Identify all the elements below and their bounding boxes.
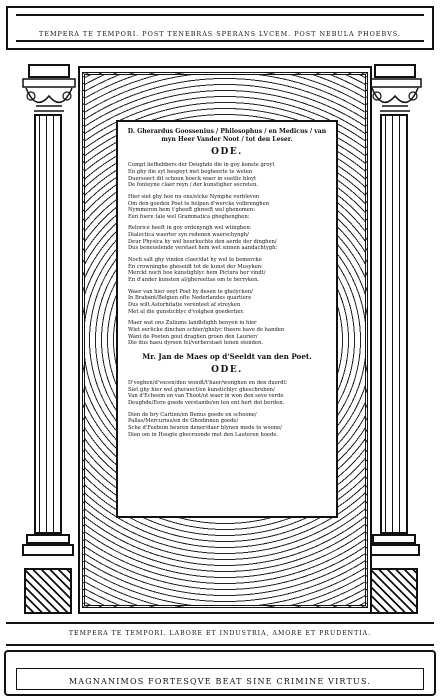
poem-line: Deughde/Eere goede verstande/en ten ent hert dot berden. bbox=[128, 399, 285, 406]
poem-line: Duersoect dit schoon boeck waer in suetlic bloyt bbox=[128, 175, 257, 182]
stanza bbox=[128, 225, 332, 252]
poem-line: Maer wat ons Zuliums landtdighh benyen in hier bbox=[128, 320, 257, 327]
ode-heading-1: ODE. bbox=[211, 147, 243, 158]
poem-line: En ghy die syt bespoyt met begheerte te weten bbox=[128, 168, 253, 175]
stanza bbox=[128, 289, 332, 316]
poem-line: Om den goeden Poet te helpen d'wercke volbrenghen bbox=[128, 200, 270, 207]
left-pedestal bbox=[24, 568, 72, 614]
poem-line: En d'ander kunsten al/ghereeltas om te berryken. bbox=[128, 277, 260, 284]
poem-line: Dus beneuelende verstaet hem wet sinnen aandachtygh: bbox=[128, 245, 278, 252]
poem-line: Wiet eerlicke dinchen schier/ghelyc theere have de handen bbox=[128, 327, 285, 333]
poem-line: Een fuere tale wel Grammatica gheghenghen: bbox=[128, 213, 250, 220]
poem-line: Met al die gunstichlyc d'volghen goedertier. bbox=[128, 308, 244, 315]
poem-line: In Brabant/Belgien ofte Nederlandes quartiere bbox=[128, 295, 252, 302]
poem-line: Deur Physica hy wel beurkuchte den aerde der dinghen/ bbox=[128, 238, 277, 245]
left-capital-ornament bbox=[22, 78, 76, 114]
poem-line: Waer van hier ooyt Poet hy desen te ghelycken/ bbox=[128, 288, 253, 295]
stanza bbox=[128, 412, 332, 439]
poem-line: Van d'Echeem en van Thoot/ut waer in won den seve verde bbox=[128, 393, 284, 400]
stanza bbox=[128, 320, 332, 347]
right-capital-ornament bbox=[368, 78, 422, 114]
left-column bbox=[20, 64, 76, 620]
poem-line: Want de Poeten gout draghen groen den Laurier/ bbox=[128, 333, 258, 340]
bottom-motto-band bbox=[4, 650, 436, 696]
stanza bbox=[128, 257, 332, 284]
poem-line: En crowninghe gheseidt tot de kunst der Musyken: bbox=[128, 263, 263, 270]
ode-2-stanzas bbox=[122, 380, 332, 438]
bottom-motto: MAGNANIMOS FORTESQVE BEAT SINE CRIMINE VIRTUS. bbox=[68, 677, 372, 686]
poem-panel bbox=[116, 120, 338, 518]
right-column bbox=[366, 64, 422, 620]
poem-line: Pallas/Mercurius/en de Ghodinnen goede/ bbox=[128, 418, 239, 425]
poem-line: Merckt noch hoe kunstighlyc hem Pictura her vindt/ bbox=[128, 270, 266, 277]
signature-line: Mr. Jan de Maes op d'Seeldt van den Poet. bbox=[142, 351, 312, 361]
poem-line: Nymmeron hem t'gheeft ghreeft wel ghenomen: bbox=[128, 207, 255, 214]
poem-line: Hier siet ghy hoe nu ons/elcke Nymphe verbleven bbox=[128, 193, 260, 200]
poem-line: Dien om in Hoogte ghecroonde met den Lauteren hoede. bbox=[128, 431, 279, 438]
ode-1-stanzas bbox=[122, 162, 332, 347]
poem-line: Sche d'Feebum heuren dener/daer blynen mede to woone/ bbox=[128, 424, 282, 431]
stanza bbox=[128, 162, 332, 189]
top-motto-band bbox=[6, 6, 434, 50]
poem-line: Dialectica waerter syn redenen waerschyngh/ bbox=[128, 232, 249, 239]
stanza bbox=[128, 194, 332, 221]
right-pedestal bbox=[370, 568, 418, 614]
middle-motto: TEMPERA TE TEMPORI. LABORE ET INDUSTRIA, AMORE ET PRUDENTIA. bbox=[68, 630, 372, 637]
ode-heading-2: ODE. bbox=[211, 364, 243, 375]
poem-line: D'voghen/d'vocen/den wondt/t'haer/wonghen en den duerdt: bbox=[128, 379, 288, 386]
top-motto: TEMPERA TE TEMPORI. POST TENEBRAS SPERANS LVCEM. POST NEBULA PHOEBVS. bbox=[39, 30, 401, 38]
poem-line: Reloricé heeft in goy ordenyngh wel wtinghen: bbox=[128, 225, 252, 232]
poem-line: Compt liefhebbers der Deughde die in goy konste groyt bbox=[128, 162, 275, 169]
poem-line: Siet ghy hier wel gheraect/en kunstichlyc gheschreben/ bbox=[128, 386, 275, 393]
poem-line: Dien de bry Cartien/en Benus goede en schoone/ bbox=[128, 411, 257, 418]
poem-line: De fonteyne claer reyn / der kunstigher secreten. bbox=[128, 182, 259, 189]
poem-line: Die dus haeu dyrsen fel/verberstaet tenen stonden. bbox=[128, 340, 263, 347]
poem-line: Noch salt ghy vinden claer/dat hy wel te bemercke bbox=[128, 257, 262, 264]
poem-title: D. Gherardus Goossenius / Philosophus / en Medicus / van myn Heer Vander Noot / tot den Leser. bbox=[127, 128, 327, 143]
poem-line: Dus wilt Astorhitatie verenteet af streyken bbox=[128, 302, 241, 309]
stanza bbox=[128, 380, 332, 407]
